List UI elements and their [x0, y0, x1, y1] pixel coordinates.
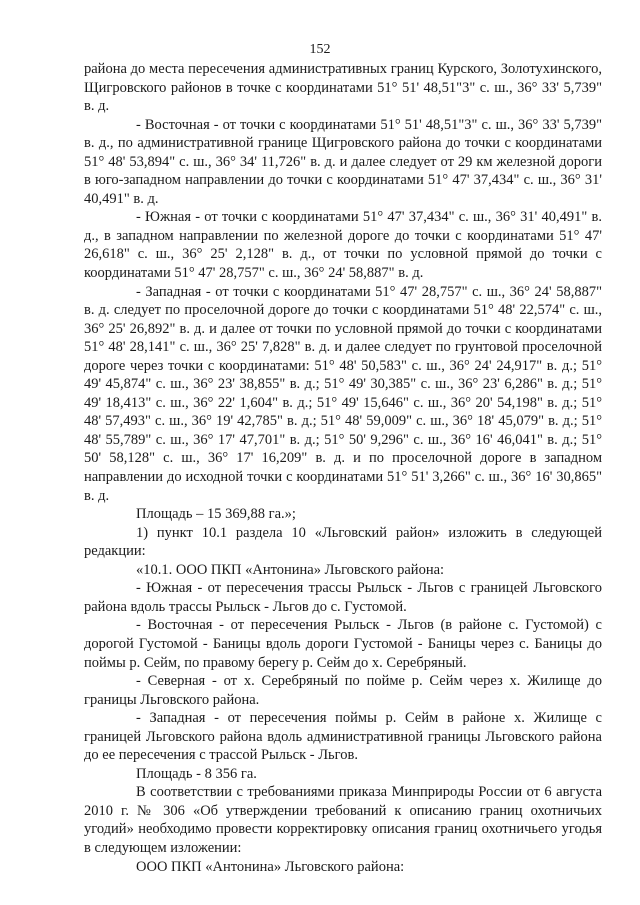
paragraph-lgov-east: - Восточная - от пересечения Рыльск - Льгов (в районе с. Густомой) с дорогой Густомой - Баницы вдоль дороги Густомой - Баницы через с. Баницы до поймы р. Сейм, по правому берегу р. Сейм до х. Серебряный. — [84, 617, 602, 671]
document-body — [84, 60, 602, 876]
page-number: 152 — [309, 42, 331, 57]
paragraph-west-boundary: - Западная - от точки с координатами 51° 47' 28,757" с. ш., 36° 24' 58,887" в. д. следует по проселочной дороге до точки с координатами 51° 48' 22,574" с. ш., 36° 25' 26,892" в. д. и далее от точки по условной прямой до точки с координатами 51° 48' 28,141" с. ш., 36° 25' 7,828" в. д. и далее следует по грунтовой проселочной дороге через точки с координатами: 51° 48' 50,583" с. ш., 36° 24' 24,917" в. д.; 51° 49' 45,874" с. ш., 36° 23' 38,855" в. д.; 51° 49' 30,385" с. ш., 36° 23' 6,286" в. д.; 51° 49' 18,413" с. ш., 36° 22' 1,604" в. д.; 51° 49' 15,646" с. ш., 36° 20' 54,198" в. д.; 51° 48' 57,493" с. ш., 36° 19' 42,785" в. д.; 51° 48' 59,009" с. ш., 36° 18' 45,079" в. д.; 51° 48' 55,789" с. ш., 36° 17' 47,701" в. д.; 51° 50' 9,296" с. ш., 36° 16' 46,041" в. д.; 51° 50' 58,128" с. ш., 36° 17' 16,209" в. д. и по проселочной дороге в западном направлении до исходной точки с координатами 51° 51' 3,266" с. ш., 36° 16' 30,865" в. д. — [84, 283, 602, 504]
paragraph-lgov-west: - Западная - от пересечения поймы р. Сейм в районе х. Жилище с границей Льговского района вдоль административной границы Льговского района до ее пересечения с трассой Рыльск - Льгов. — [84, 710, 602, 764]
paragraph-lgov-south: - Южная - от пересечения трассы Рыльск - Льгов с границей Льговского района вдоль трассы Рыльск - Льгов до с. Густомой. — [84, 580, 602, 615]
paragraph-closing-heading: ООО ПКП «Антонина» Льговского района: — [136, 858, 405, 875]
paragraph-area: Площадь – 15 369,88 га.»; — [136, 506, 296, 523]
paragraph-lgov-area: Площадь - 8 356 га. — [136, 765, 257, 782]
paragraph-north-boundary-end: района до места пересечения административных границ Курского, Золотухинского, Щигровского районов в точке с координатами 51° 51' 48,51"3" с. ш., 36° 33' 5,739" в. д. — [84, 61, 602, 115]
paragraph-south-boundary: - Южная - от точки с координатами 51° 47' 37,434" с. ш., 36° 31' 40,491" в. д., в западном направлении по железной дороге до точки с координатами 51° 47' 26,618" с. ш., 36° 25' 2,128" в. д., от точки по условной прямой до точки с координатами 51° 47' 28,757" с. ш., 36° 24' 58,887" в. д. — [84, 209, 602, 282]
paragraph-east-boundary: - Восточная - от точки с координатами 51° 51' 48,51"3" с. ш., 36° 33' 5,739" в. д., по административной границе Щигровского района до точки с координатами 51° 48' 53,894" с. ш., 36° 34' 11,726" в. д. и далее следует от 29 км железной дороги в юго-западном направлении до точки с координатами 51° 47' 37,434" с. ш., 36° 31' 40,491" в. д. — [84, 116, 602, 207]
paragraph-order-reference: В соответствии с требованиями приказа Минприроды России от 6 августа 2010 г. № 306 «Об утверждении требований к описанию границ охотничьих угодий» необходимо провести корректировку описания границ охотничьего угодья в следующем изложении: — [84, 784, 602, 856]
paragraph-section-heading: «10.1. ООО ПКП «Антонина» Льговского района: — [136, 561, 445, 578]
paragraph-amendment-item: 1) пункт 10.1 раздела 10 «Льговский район» изложить в следующей редакции: — [84, 524, 602, 560]
paragraph-lgov-north: - Северная - от х. Серебряный по пойме р. Сейм через х. Жилище до границы Льговского района. — [84, 673, 602, 708]
